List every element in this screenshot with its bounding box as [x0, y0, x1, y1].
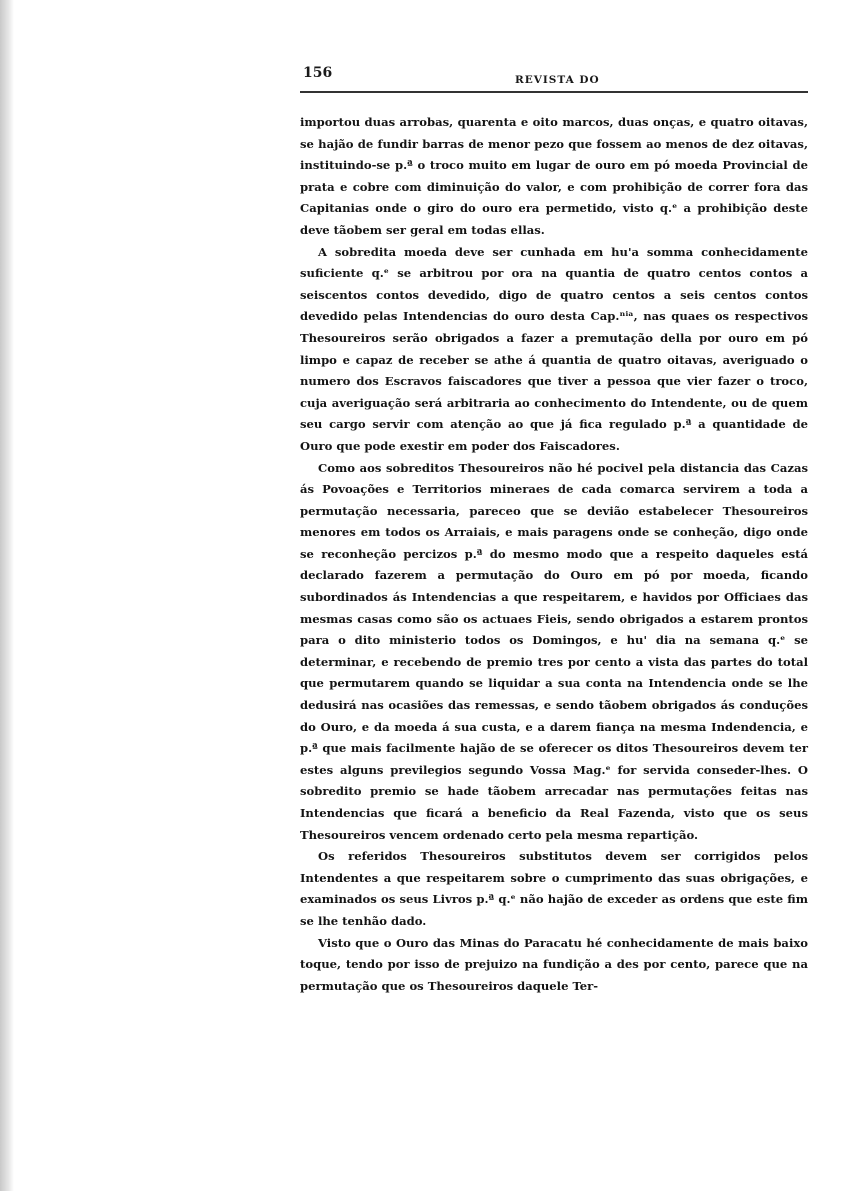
- paragraph-5: Visto que o Ouro das Minas do Paracatu hé conhecidamente de mais baixo toque, tendo por isso de prejuizo na fundição a des por cento, parece que na permutação que os Thesoureiros daquele Ter-: [300, 935, 808, 993]
- scan-page-edge: [0, 0, 14, 1191]
- page-number: 156: [303, 65, 333, 81]
- paragraph-2: A sobredita moeda deve ser cunhada em hu'a somma conhecidamente suficiente q.ᵉ se arbitrou por ora na quantia de quatro centos contos a seiscentos contos devedido, digo de quatro centos a seis centos contos devedido pelas Intendencias do ouro desta Cap.ⁿⁱᵃ, nas quaes os respectivos Thesoureiros serão obrigados a fazer a premutação della por ouro em pó limpo e capaz de receber se athe á quantia de quatro oitavas, averiguado o numero dos Escravos faiscadores que tiver a pessoa que vier fazer o troco, cuja averiguação será arbitraria ao conhecimento do Intendente, ou de quem seu cargo servir com atenção ao que já fica regulado p.ª a quantidade de Ouro que pode exestir em poder dos Faiscadores.: [300, 244, 808, 453]
- paragraph-1: importou duas arrobas, quarenta e oito marcos, duas onças, e quatro oitavas, se hajão de fundir barras de menor pezo que fossem ao menos de dez oitavas, instituindo-se p.ª o troco muito em lugar de ouro em pó moeda Provincial de prata e cobre com diminuição do valor, e com prohibição de correr fora das Capitanias onde o giro do ouro era permetido, visto q.ᵉ a prohibição deste deve tãobem ser geral em todas ellas.: [300, 115, 808, 237]
- body-text: [300, 112, 808, 997]
- paragraph-4: Os referidos Thesoureiros substitutos devem ser corrigidos pelos Intendentes a que respeitarem sobre o cumprimento das suas obrigações, e examinados os seus Livros p.ª q.ᵉ não hajão de exceder as ordens que este fim se lhe tenhão dado.: [300, 849, 808, 928]
- book-page: [300, 0, 810, 1191]
- running-title: REVISTA DO: [515, 74, 600, 86]
- page-header: [300, 62, 810, 100]
- paragraph-3: Como aos sobreditos Thesoureiros não hé pocivel pela distancia das Cazas ás Povoações e Territorios mineraes de cada comarca servirem a toda a permutação necessaria, pareceo que se devião estabelecer Thesoureiros menores em todos os Arraiais, e mais paragens onde se conheção, digo onde se reconheção percizos p.ª do mesmo modo que a respeito daqueles está declarado fazerem a permutação do Ouro em pó por moeda, ficando subordinados ás Intendencias a que respeitarem, e havidos por Officiaes das mesmas casas como são os actuaes Fieis, sendo obrigados a estarem prontos para o dito ministerio todos os Domingos, e hu' dia na semana q.ᵉ se determinar, e recebendo de premio tres por cento a vista das partes do total que permutarem quando se liquidar a sua conta na Intendencia onde se lhe dedusirá nas ocasiões das remessas, e sendo tãobem obrigados ás conduções do Ouro, e da moeda á sua custa, e a darem fiança na mesma Indendencia, e p.ª que mais facilmente hajão de se oferecer os ditos Thesoureiros devem ter estes alguns previlegios segundo Vossa Mag.ᵉ for servida conseder-lhes. O sobredito premio se hade tãobem arrecadar nas permutações feitas nas Intendencias que ficará a beneficio da Real Fazenda, visto que os seus Thesoureiros vencem ordenado certo pela mesma repartição.: [300, 460, 808, 842]
- header-rule: [300, 91, 808, 93]
